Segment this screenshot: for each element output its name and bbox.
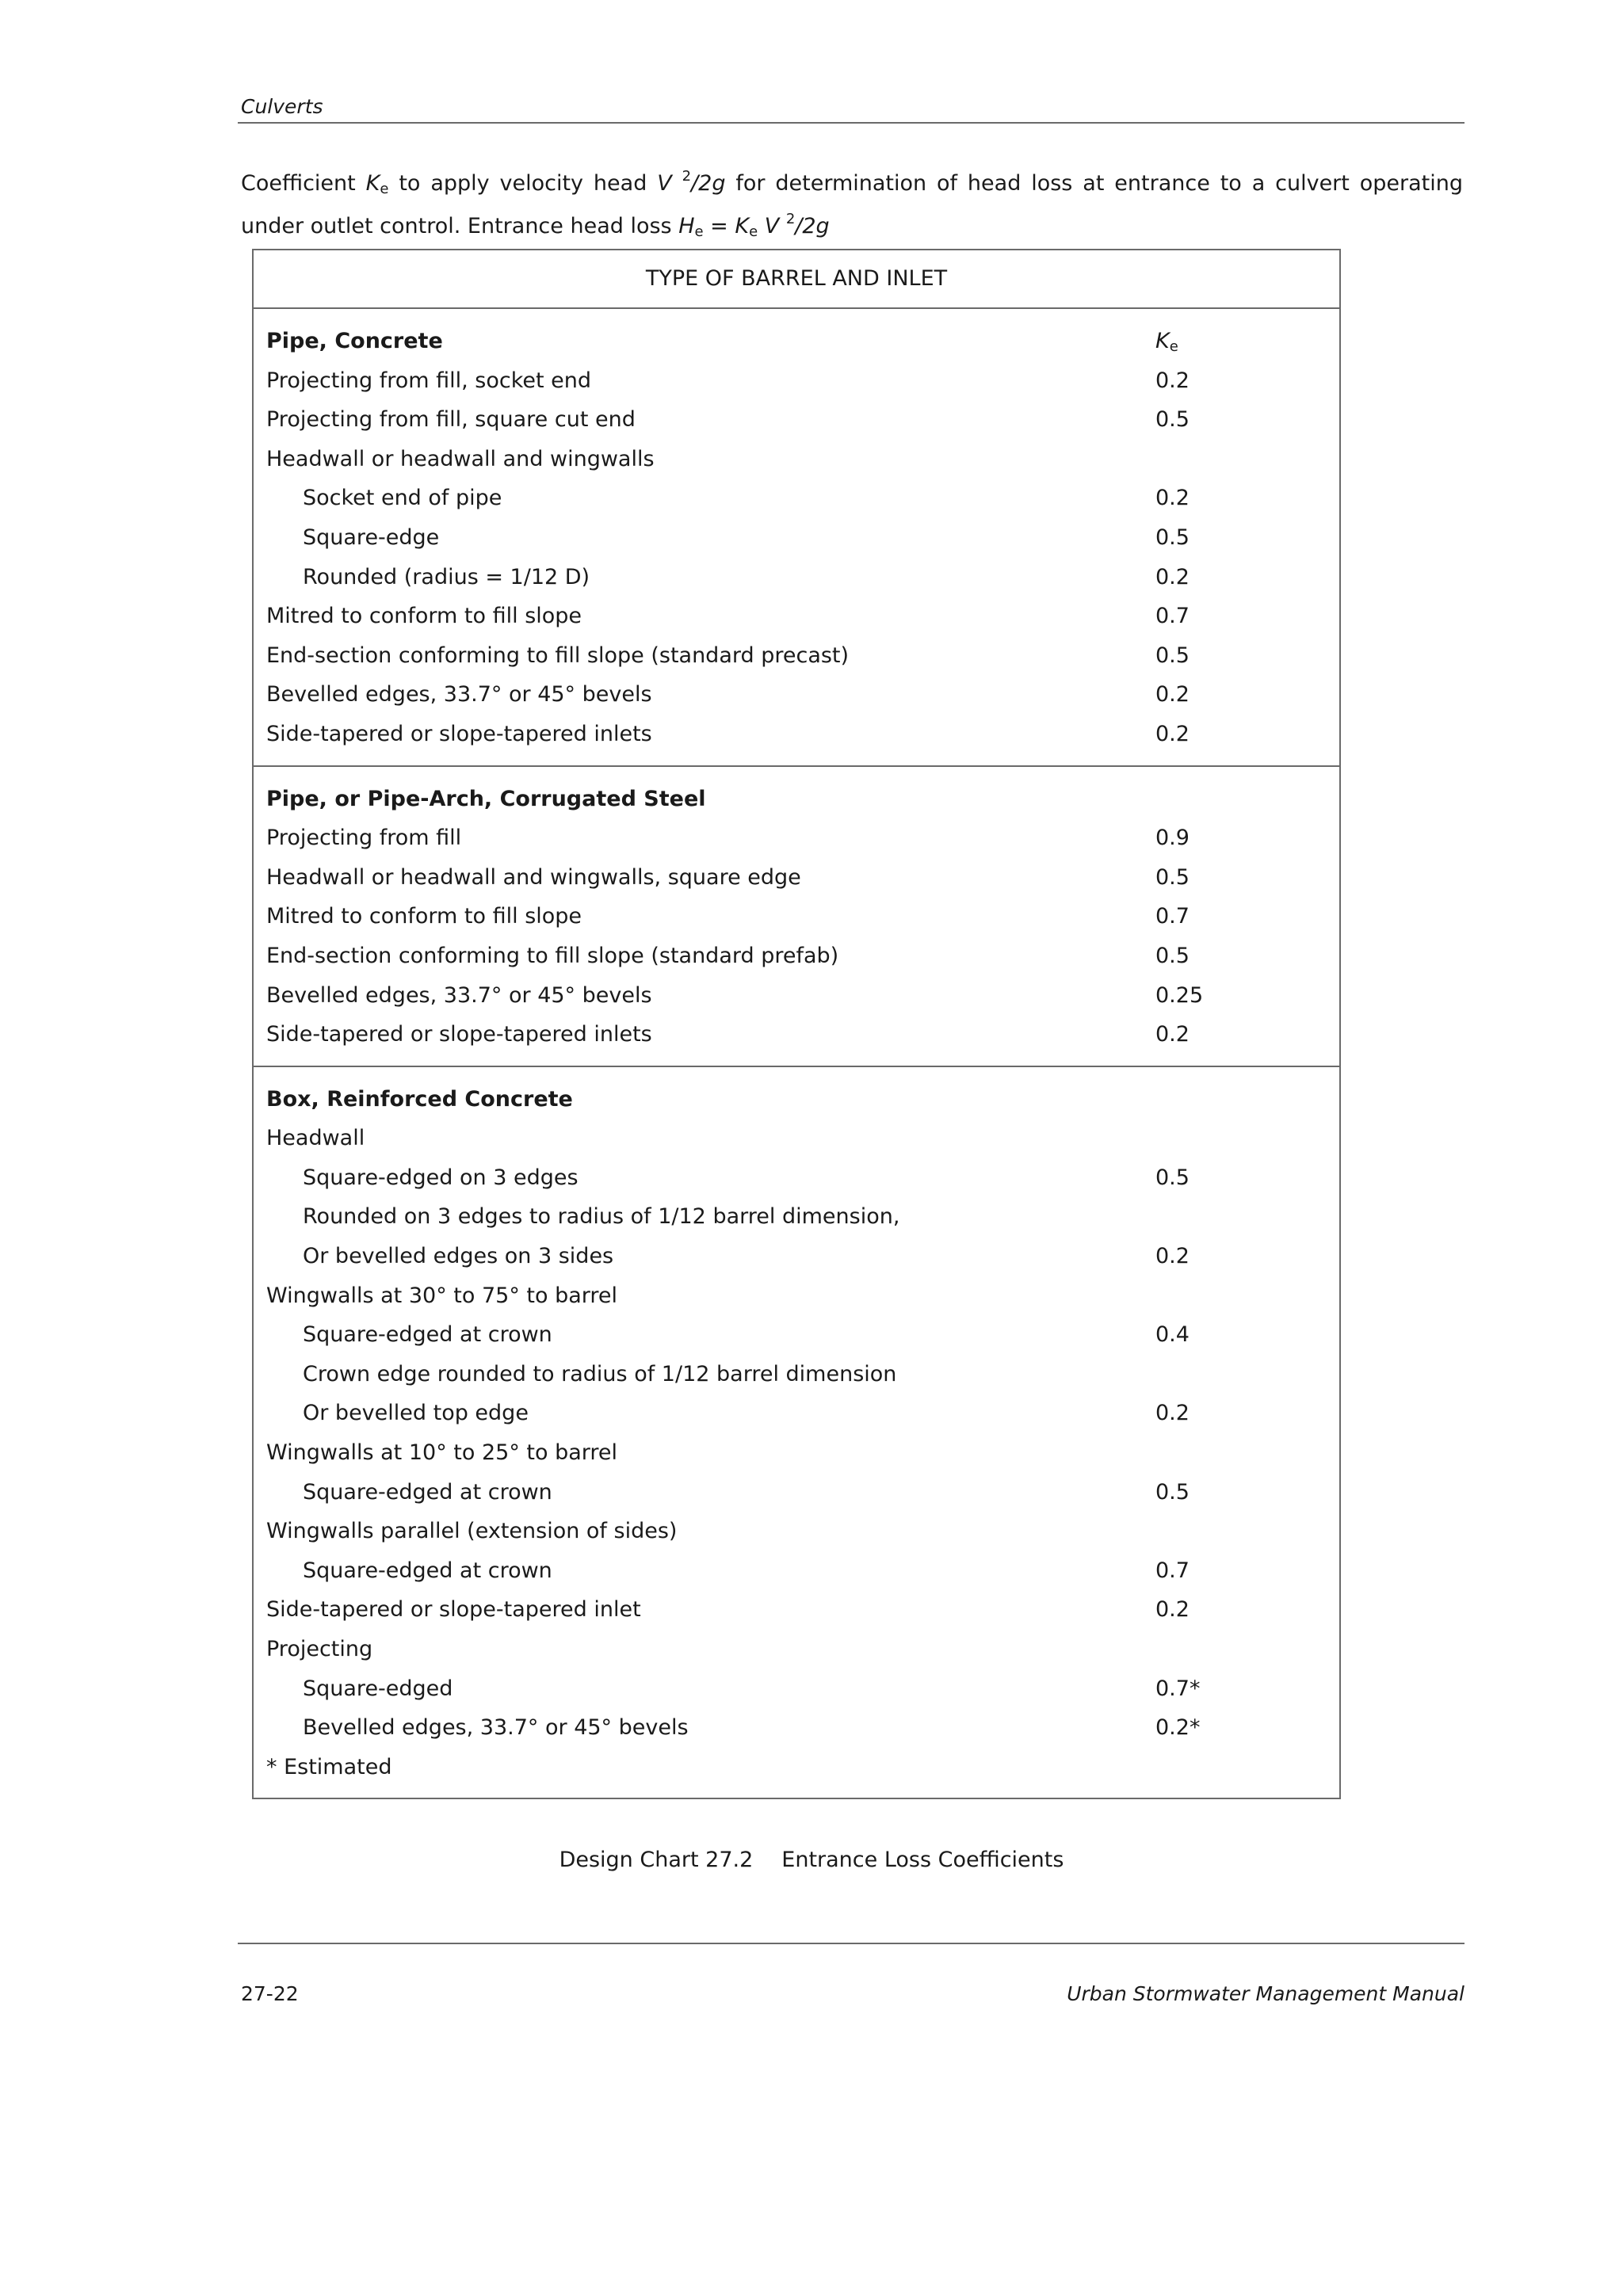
row-label: Square-edge (303, 524, 440, 550)
table-row (254, 636, 1339, 676)
row-value: 0.2 (1155, 486, 1190, 511)
table-row (254, 518, 1339, 558)
row-label: Bevelled edges, 33.7° or 45° bevels (266, 982, 652, 1008)
footnote-label: * Estimated (266, 1754, 392, 1779)
row-value: 0.4 (1155, 1322, 1190, 1348)
table-row (254, 597, 1339, 636)
table-row (254, 858, 1339, 898)
page-number: 27-22 (241, 1982, 299, 2005)
section-title: Pipe, or Pipe-Arch, Corrugated Steel (266, 786, 706, 811)
row-label: Rounded (radius = 1/12 D) (303, 564, 590, 589)
section-header-row (254, 780, 1339, 819)
row-value: 0.5 (1155, 1165, 1190, 1190)
table-row (254, 715, 1339, 754)
table-row (254, 818, 1339, 858)
row-label: Wingwalls at 30° to 75° to barrel (266, 1283, 618, 1308)
table-row (254, 1551, 1339, 1591)
row-label: Socket end of pipe (303, 486, 502, 511)
row-label: Or bevelled top edge (303, 1401, 529, 1426)
row-label: Projecting (266, 1637, 373, 1661)
row-value: 0.2 (1155, 682, 1190, 707)
table-row (254, 1630, 1339, 1669)
table-section-corrugated-steel (254, 767, 1339, 1067)
row-label: Projecting from fill (266, 826, 462, 851)
row-label: Side-tapered or slope-tapered inlets (266, 721, 652, 746)
row-label: Side-tapered or slope-tapered inlets (266, 1022, 652, 1047)
section-header-row (254, 322, 1339, 361)
table-row (254, 675, 1339, 715)
table-row (254, 479, 1339, 518)
caption-title: Entrance Loss Coefficients (781, 1848, 1064, 1872)
table-row (254, 400, 1339, 440)
table-row (254, 361, 1339, 401)
table-row (254, 1015, 1339, 1055)
table-row (254, 1433, 1339, 1473)
table-row (254, 1119, 1339, 1158)
row-value: 0.2 (1155, 368, 1190, 393)
table-heading: TYPE OF BARREL AND INLET (254, 250, 1339, 309)
running-header-title: Culverts (241, 95, 323, 118)
table-row (254, 558, 1339, 597)
row-label: Headwall or headwall and wingwalls (266, 446, 655, 471)
section-title: Box, Reinforced Concrete (266, 1086, 573, 1112)
row-value: 0.9 (1155, 826, 1190, 851)
row-value: 0.2 (1155, 1022, 1190, 1047)
table-row (254, 1197, 1339, 1237)
table-row (254, 897, 1339, 936)
row-label: Square-edged on 3 edges (303, 1165, 579, 1190)
table-row (254, 936, 1339, 976)
row-value: 0.5 (1155, 864, 1190, 890)
table-row (254, 1473, 1339, 1512)
row-label: Square-edged at crown (303, 1322, 552, 1348)
section-title: Pipe, Concrete (266, 329, 443, 353)
row-value: 0.5 (1155, 643, 1190, 668)
row-value: 0.2 (1155, 721, 1190, 746)
table-section-box-reinforced-concrete (254, 1067, 1339, 1798)
ke-column-label: $K_e$ (1155, 329, 1178, 355)
row-value: 0.25 (1155, 982, 1204, 1008)
row-label: Square-edged at crown (303, 1558, 552, 1583)
table-row (254, 440, 1339, 479)
row-label: Square-edged at crown (303, 1479, 552, 1505)
row-label: Projecting from fill, socket end (266, 368, 592, 393)
row-label: Wingwalls parallel (extension of sides) (266, 1519, 678, 1544)
section-header-row (254, 1080, 1339, 1119)
caption-number: Design Chart 27.2 (559, 1848, 754, 1872)
table-row (254, 1276, 1339, 1316)
row-label: Headwall or headwall and wingwalls, square edge (266, 864, 801, 890)
row-label: End-section conforming to fill slope (standard prefab) (266, 943, 839, 968)
row-label: Bevelled edges, 33.7° or 45° bevels (303, 1715, 689, 1741)
figure-caption (0, 1848, 1623, 1872)
row-value: 0.2 (1155, 1244, 1190, 1269)
row-label: Headwall (266, 1126, 365, 1151)
table-row (254, 1590, 1339, 1630)
row-value: 0.2 (1155, 1401, 1190, 1426)
header-rule (238, 122, 1465, 124)
row-value: 0.2* (1155, 1715, 1201, 1741)
row-value: 0.2 (1155, 564, 1190, 589)
row-value: 0.5 (1155, 1479, 1190, 1505)
row-label: Square-edged (303, 1676, 453, 1701)
row-value: 0.7* (1155, 1676, 1201, 1701)
table-row (254, 1158, 1339, 1198)
row-label: Mitred to conform to fill slope (266, 604, 582, 629)
intro-paragraph: Coefficient $K_e$ to apply velocity head V $^2$/2g for determination of head loss at entrance to a culvert operating under outlet control. Entrance head loss $H_e = K_e$ V $^2$/2g (241, 168, 1464, 240)
row-value: 0.2 (1155, 1597, 1190, 1623)
row-value: 0.7 (1155, 604, 1190, 629)
table-row (254, 976, 1339, 1016)
entrance-loss-table (252, 249, 1341, 1799)
table-row (254, 1315, 1339, 1355)
row-value: 0.5 (1155, 524, 1190, 550)
row-value: 0.5 (1155, 943, 1190, 968)
table-row (254, 1394, 1339, 1433)
row-label: Rounded on 3 edges to radius of 1/12 barrel dimension, (303, 1204, 900, 1230)
row-label: End-section conforming to fill slope (standard precast) (266, 643, 850, 668)
footer-rule (238, 1943, 1465, 1944)
table-section-pipe-concrete (254, 309, 1339, 767)
row-label: Or bevelled edges on 3 sides (303, 1244, 614, 1269)
row-value: 0.7 (1155, 1558, 1190, 1583)
table-row (254, 1708, 1339, 1748)
row-label: Crown edge rounded to radius of 1/12 barrel dimension (303, 1361, 897, 1386)
row-label: Side-tapered or slope-tapered inlet (266, 1597, 641, 1623)
row-label: Mitred to conform to fill slope (266, 904, 582, 929)
table-row (254, 1512, 1339, 1551)
table-row (254, 1355, 1339, 1394)
row-label: Wingwalls at 10° to 25° to barrel (266, 1440, 618, 1466)
row-value: 0.5 (1155, 407, 1190, 433)
row-label: Projecting from fill, square cut end (266, 407, 636, 433)
table-row (254, 1669, 1339, 1709)
row-label: Bevelled edges, 33.7° or 45° bevels (266, 682, 652, 707)
row-value: 0.7 (1155, 904, 1190, 929)
book-title: Urban Stormwater Management Manual (1067, 1982, 1465, 2005)
table-footnote (254, 1748, 1339, 1787)
table-row (254, 1237, 1339, 1276)
